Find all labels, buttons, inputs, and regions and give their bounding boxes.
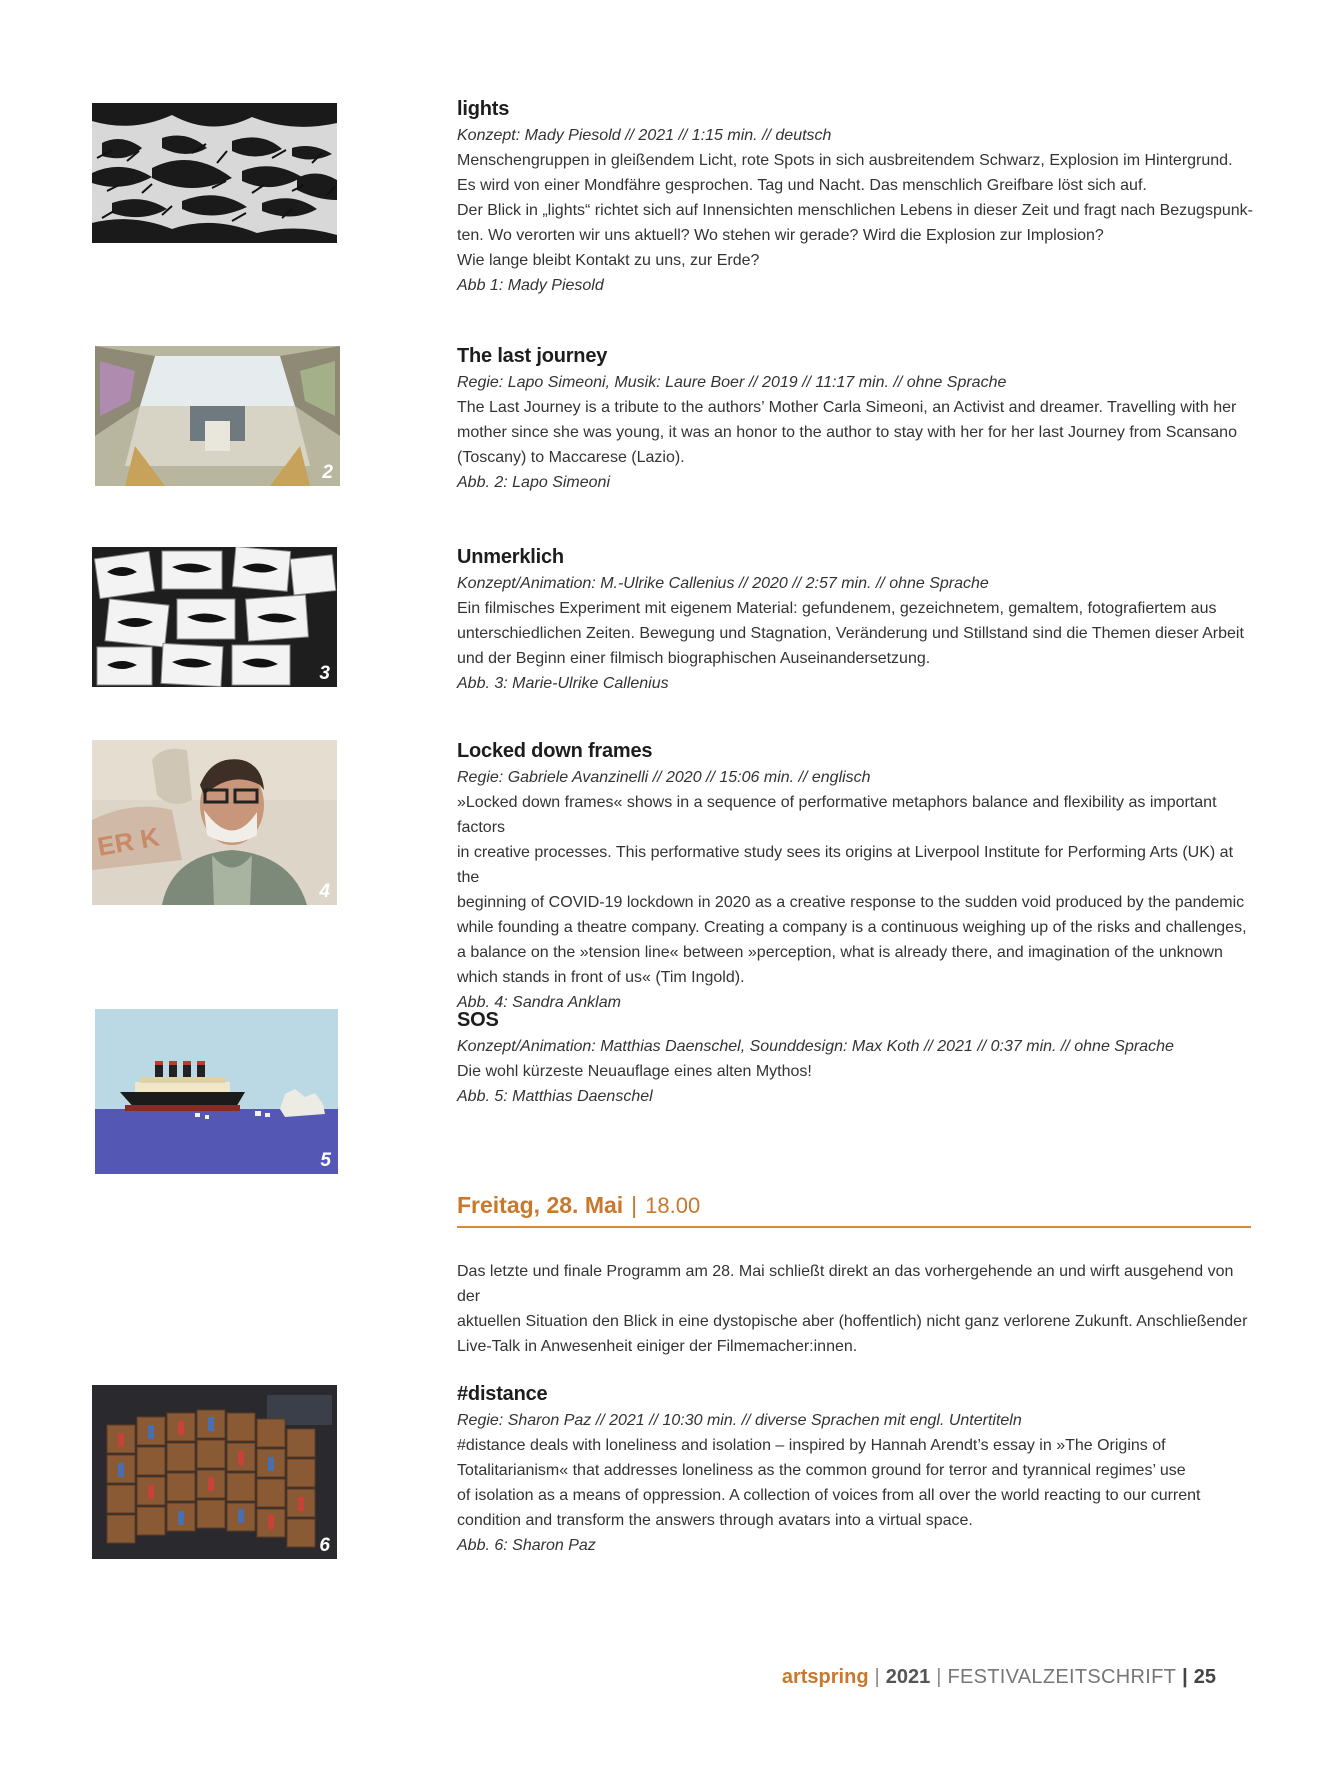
description-line: »Locked down frames« shows in a sequence of performative metaphors balance and flexibility as important factors bbox=[457, 794, 1217, 836]
image-caption: Abb. 2: Lapo Simeoni bbox=[457, 474, 610, 491]
thumbnail-the-last-journey bbox=[95, 346, 340, 486]
svg-text:ER K: ER K bbox=[95, 821, 162, 862]
film-title: The last journey bbox=[457, 345, 608, 367]
description-line: Die wohl kürzeste Neuauflage eines alten Mythos! bbox=[457, 1063, 812, 1080]
intro-line: aktuellen Situation den Blick in eine dystopische aber (hoffentlich) nicht ganz verlorene Zukunft. Anschließender bbox=[457, 1313, 1248, 1330]
thumbnail-distance bbox=[92, 1385, 337, 1559]
description-line: und der Beginn einer filmisch biographischen Auseinandersetzung. bbox=[457, 650, 931, 667]
film-credits: Konzept/Animation: Matthias Daenschel, Sounddesign: Max Koth // 2021 // 0:37 min. // ohne Sprache bbox=[457, 1038, 1174, 1055]
film-credits: Konzept: Mady Piesold // 2021 // 1:15 min. // deutsch bbox=[457, 127, 832, 144]
image-number: 4 bbox=[319, 881, 330, 902]
film-description bbox=[457, 596, 1257, 671]
film-description bbox=[457, 395, 1257, 470]
film-entry-sos bbox=[457, 1009, 1257, 1109]
film-entry-lights bbox=[457, 98, 1257, 298]
thumbnail-sos bbox=[95, 1009, 338, 1174]
description-line: in creative processes. This performative study sees its origins at Liverpool Institute for Performing Arts (UK) at the bbox=[457, 844, 1234, 886]
description-line: while founding a theatre company. Creating a company is a continuous weighing up of the risks and challenges, bbox=[457, 919, 1247, 936]
film-description bbox=[457, 1433, 1257, 1533]
description-line: ten. Wo verorten wir uns aktuell? Wo stehen wir gerade? Wird die Explosion zur Implosion? bbox=[457, 227, 1104, 244]
image-number: 2 bbox=[322, 462, 333, 483]
page-footer bbox=[782, 1666, 1216, 1689]
thumbnail-locked-down-frames bbox=[92, 740, 337, 905]
intro-line: Das letzte und finale Programm am 28. Mai schließt direkt an das vorhergehende an und wirft ausgehend von der bbox=[457, 1263, 1234, 1305]
description-line: which stands in front of us« (Tim Ingold). bbox=[457, 969, 745, 986]
film-title: Locked down frames bbox=[457, 740, 653, 762]
description-line: unterschiedlichen Zeiten. Bewegung und Stagnation, Veränderung und Stillstand sind die Themen dieser Arbeit bbox=[457, 625, 1244, 642]
description-line: of isolation as a means of oppression. A collection of voices from all over the world reacting to our current bbox=[457, 1487, 1201, 1504]
film-entry-unmerklich bbox=[457, 546, 1257, 696]
film-entry-distance bbox=[457, 1383, 1257, 1558]
film-title: Unmerklich bbox=[457, 546, 564, 568]
page-number: 25 bbox=[1193, 1666, 1216, 1688]
description-line: Menschengruppen in gleißendem Licht, rote Spots in sich ausbreitendem Schwarz, Explosion im Hintergrund. bbox=[457, 152, 1233, 169]
thumbnail-unmerklich bbox=[92, 547, 337, 687]
footer-separator: | bbox=[1182, 1666, 1188, 1688]
description-line: Es wird von einer Mondfähre gesprochen. Tag und Nacht. Das menschlich Greifbare löst sich auf. bbox=[457, 177, 1147, 194]
description-line: (Toscany) to Maccarese (Lazio). bbox=[457, 449, 685, 466]
film-credits: Regie: Sharon Paz // 2021 // 10:30 min. // diverse Sprachen mit engl. Untertiteln bbox=[457, 1412, 1022, 1429]
description-line: Der Blick in „lights“ richtet sich auf Innensichten menschlichen Lebens in dieser Zeit und fragt nach Bezugspunk- bbox=[457, 202, 1253, 219]
image-number: 5 bbox=[320, 1150, 331, 1171]
film-description bbox=[457, 1059, 1257, 1084]
footer-brand: artspring bbox=[781, 1666, 869, 1688]
film-description bbox=[457, 790, 1257, 990]
description-line: condition and transform the answers through avatars into a virtual space. bbox=[457, 1512, 973, 1529]
description-line: The Last Journey is a tribute to the authors’ Mother Carla Simeoni, an Activist and dreamer. Travelling with her bbox=[457, 399, 1237, 416]
footer-magazine: FESTIVALZEITSCHRIFT bbox=[947, 1666, 1177, 1688]
film-credits: Regie: Lapo Simeoni, Musik: Laure Boer // 2019 // 11:17 min. // ohne Sprache bbox=[457, 374, 1007, 391]
day-date: Freitag, 28. Mai bbox=[457, 1192, 624, 1218]
description-line: Ein filmisches Experiment mit eigenem Material: gefundenem, gezeichnetem, gemaltem, fotografiertem aus bbox=[457, 600, 1217, 617]
footer-year: 2021 bbox=[885, 1666, 931, 1688]
film-description bbox=[457, 148, 1257, 273]
film-entry-the-last-journey bbox=[457, 345, 1257, 495]
film-credits: Regie: Gabriele Avanzinelli // 2020 // 15:06 min. // englisch bbox=[457, 769, 871, 786]
film-credits: Konzept/Animation: M.-Ulrike Callenius // 2020 // 2:57 min. // ohne Sprache bbox=[457, 575, 989, 592]
image-caption: Abb. 5: Matthias Daenschel bbox=[457, 1088, 653, 1105]
footer-separator: | bbox=[936, 1666, 942, 1688]
program-intro bbox=[457, 1259, 1257, 1359]
day-separator: | bbox=[631, 1192, 638, 1218]
day-heading bbox=[457, 1192, 1251, 1228]
film-title: #distance bbox=[457, 1383, 548, 1405]
description-line: a balance on the »tension line« between »perception, what is already there, and imagination of the unknown bbox=[457, 944, 1223, 961]
footer-separator: | bbox=[874, 1666, 880, 1688]
image-number: 6 bbox=[319, 1535, 330, 1556]
description-line: Wie lange bleibt Kontakt zu uns, zur Erde? bbox=[457, 252, 760, 269]
film-title: lights bbox=[457, 98, 510, 120]
description-line: Totalitarianism« that addresses loneliness as the common ground for terror and tyrannical regimes’ use bbox=[457, 1462, 1186, 1479]
image-caption: Abb. 4: Sandra Anklam bbox=[457, 994, 621, 1011]
image-caption: Abb. 6: Sharon Paz bbox=[457, 1537, 596, 1554]
film-entry-locked-down-frames bbox=[457, 740, 1257, 1015]
day-time: 18.00 bbox=[645, 1193, 701, 1218]
film-title: SOS bbox=[457, 1009, 499, 1031]
thumbnail-lights bbox=[92, 103, 337, 243]
description-line: #distance deals with loneliness and isolation – inspired by Hannah Arendt’s essay in »The Origins of bbox=[457, 1437, 1166, 1454]
intro-line: Live-Talk in Anwesenheit einiger der Filmemacher:innen. bbox=[457, 1338, 858, 1355]
image-caption: Abb 1: Mady Piesold bbox=[457, 277, 604, 294]
description-line: mother since she was young, it was an honor to the author to stay with her for her last Journey from Scansano bbox=[457, 424, 1237, 441]
description-line: beginning of COVID-19 lockdown in 2020 as a creative response to the sudden void produced by the pandemic bbox=[457, 894, 1245, 911]
image-number: 3 bbox=[319, 663, 330, 684]
image-caption: Abb. 3: Marie-Ulrike Callenius bbox=[457, 675, 669, 692]
